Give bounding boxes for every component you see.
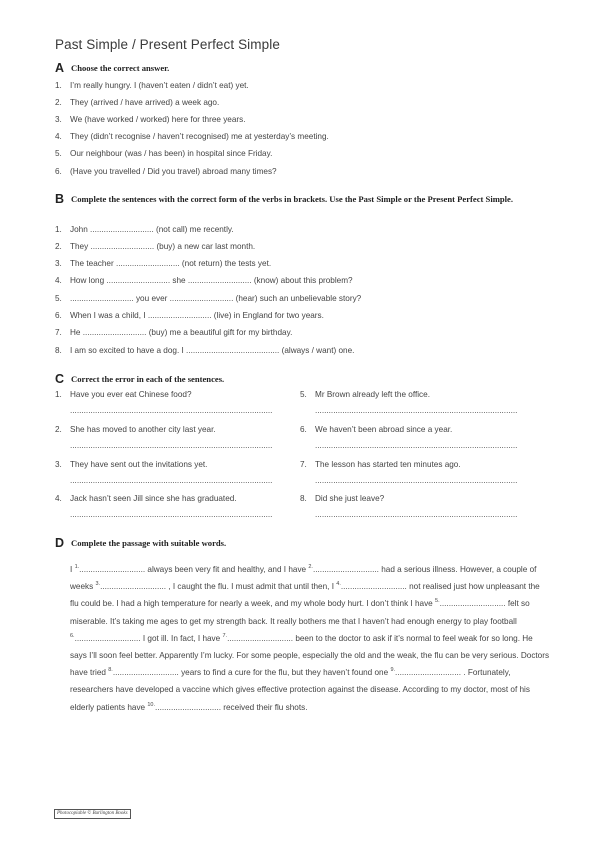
- item-number: 2.: [55, 425, 62, 434]
- item-text: How long ............................ she ............................ (know) about this problem?: [70, 276, 353, 285]
- footer-copyright: Photocopiable © Burlington Books: [54, 809, 131, 819]
- gap-number: 3.: [95, 581, 101, 588]
- item-text: He ............................ (buy) me a beautiful gift for my birthday.: [70, 328, 293, 337]
- item-text: John ............................ (not call) me recently.: [70, 225, 234, 234]
- item-number: 3.: [55, 259, 62, 268]
- item-text: Mr Brown already left the office.: [315, 390, 430, 399]
- item-number: 6.: [300, 425, 307, 434]
- item-text: They have sent out the invitations yet.: [70, 460, 208, 469]
- exercise-item: [55, 259, 271, 268]
- gap-blank: .............................: [155, 702, 221, 712]
- item-number: 1.: [55, 225, 62, 234]
- item-number: 6.: [55, 311, 62, 320]
- section-letter: D: [55, 536, 65, 550]
- item-text: I’m really hungry. I (haven’t eaten / didn’t eat) yet.: [70, 81, 249, 90]
- gap-blank: .............................: [74, 633, 141, 643]
- item-number: 5.: [300, 390, 307, 399]
- passage-segment: I got ill. In fact, I have: [140, 633, 223, 643]
- gap-blank: .............................: [100, 582, 167, 592]
- gap-number: 4.: [336, 581, 341, 588]
- page-title: Past Simple / Present Perfect Simple: [55, 37, 280, 52]
- answer-line: .........................................................................................: [70, 441, 273, 450]
- section-letter: B: [55, 192, 65, 206]
- section-d-header: [55, 537, 571, 549]
- gap-blank: .............................: [395, 668, 462, 678]
- passage-text: [70, 561, 550, 716]
- section-b-header: [55, 193, 571, 205]
- passage-segment: , I caught the flu. I must admit that until then, I: [166, 582, 337, 592]
- item-text: They (arrived / have arrived) a week ago.: [70, 98, 220, 107]
- gap-blank: .............................: [227, 633, 294, 643]
- answer-line: .........................................................................................: [315, 510, 518, 519]
- passage-segment: felt so miserable. It’s taking me ages to get my strength back. It really bothers me that I haven’t had enough energy to play football: [70, 599, 530, 626]
- item-text: (Have you travelled / Did you travel) abroad many times?: [70, 167, 277, 176]
- correction-item: [300, 425, 517, 450]
- section-instruction: Correct the error in each of the sentences.: [71, 374, 225, 384]
- item-text: The lesson has started ten minutes ago.: [315, 460, 461, 469]
- item-number: 8.: [55, 346, 62, 355]
- section-c-header: [55, 373, 571, 385]
- item-number: 7.: [55, 328, 62, 337]
- gap-number: 2.: [308, 564, 313, 570]
- gap-blank: .............................: [79, 565, 146, 574]
- section-letter: C: [55, 372, 65, 386]
- gap-number: 7.: [222, 632, 228, 639]
- section-a-header: [55, 62, 571, 74]
- item-number: 3.: [55, 460, 62, 469]
- exercise-item: [55, 225, 234, 234]
- item-number: 4.: [55, 276, 62, 285]
- section-instruction: Complete the passage with suitable words.: [71, 538, 227, 548]
- passage-segment: been to the doctor to ask if it’s normal to feel weak for so long. He says I’ll soon feel better. Apparently I’m lucky. For some people, especially the old and the weak, the flu can be very serious. Doctors have tried: [70, 633, 550, 678]
- item-number: 5.: [55, 149, 62, 158]
- correction-item: [300, 390, 517, 415]
- item-text: Did she just leave?: [315, 494, 385, 503]
- passage-segment: . Fortunately, researchers have developed a vaccine which gives effective protection against the disease. According to my doctor, most of his elderly patients have: [70, 668, 530, 712]
- item-number: 4.: [55, 494, 62, 503]
- answer-line: .........................................................................................: [315, 406, 518, 415]
- exercise-item: [55, 167, 277, 176]
- item-text: We haven’t been abroad since a year.: [315, 425, 453, 434]
- item-text: I am so excited to have a dog. I ......................................... (always / want) one.: [70, 346, 355, 355]
- correction-item: [300, 494, 517, 519]
- gap-number: 5.: [435, 598, 440, 605]
- correction-item: [55, 460, 272, 485]
- gap-number: 10.: [147, 701, 156, 708]
- item-text: She has moved to another city last year.: [70, 425, 216, 434]
- gap-blank: .............................: [439, 599, 506, 609]
- exercise-item: [55, 328, 292, 337]
- item-number: 2.: [55, 242, 62, 251]
- passage-segment: always been very fit and healthy, and I have: [145, 565, 309, 574]
- section-letter: A: [55, 61, 65, 75]
- answer-line: .........................................................................................: [70, 406, 273, 415]
- exercise-item: [55, 242, 255, 251]
- exercise-item: [55, 98, 219, 107]
- gap-number: 6.: [70, 632, 75, 639]
- item-text: Have you ever eat Chinese food?: [70, 390, 192, 399]
- item-text: They (didn’t recognise / haven’t recognised) me at yesterday’s meeting.: [70, 132, 329, 141]
- gap-blank: .............................: [112, 668, 179, 678]
- item-number: 1.: [55, 81, 62, 90]
- item-number: 6.: [55, 167, 62, 176]
- correction-item: [300, 460, 517, 485]
- item-number: 8.: [300, 494, 307, 503]
- item-text: The teacher ............................ (not return) the tests yet.: [70, 259, 272, 268]
- gap-blank: .............................: [340, 582, 407, 592]
- passage-segment: I: [70, 565, 75, 574]
- section-instruction: Choose the correct answer.: [71, 63, 170, 73]
- gap-blank: .............................: [312, 565, 379, 574]
- exercise-item: [55, 115, 246, 124]
- item-text: We (have worked / worked) here for three years.: [70, 115, 246, 124]
- item-number: 4.: [55, 132, 62, 141]
- exercise-item: [55, 346, 354, 355]
- answer-line: .........................................................................................: [315, 441, 518, 450]
- correction-item: [55, 425, 272, 450]
- answer-line: .........................................................................................: [70, 476, 273, 485]
- item-number: 5.: [55, 294, 62, 303]
- exercise-item: [55, 276, 353, 285]
- item-number: 1.: [55, 390, 62, 399]
- answer-line: .........................................................................................: [70, 510, 273, 519]
- gap-number: 1.: [74, 564, 80, 570]
- exercise-item: [55, 81, 249, 90]
- exercise-item: [55, 311, 324, 320]
- item-number: 7.: [300, 460, 307, 469]
- exercise-item: [55, 149, 272, 158]
- item-text: When I was a child, I ............................ (live) in England for two years.: [70, 311, 324, 320]
- item-number: 2.: [55, 98, 62, 107]
- exercise-item: [55, 132, 329, 141]
- section-instruction: Complete the sentences with the correct form of the verbs in brackets. Use the Past Simple or the Present Perfect Simple.: [71, 194, 513, 204]
- item-text: Jack hasn’t seen Jill since she has graduated.: [70, 494, 237, 503]
- item-text: Our neighbour (was / has been) in hospital since Friday.: [70, 149, 273, 158]
- exercise-item: [55, 294, 361, 303]
- answer-line: .........................................................................................: [315, 476, 518, 485]
- item-text: They ............................ (buy) a new car last month.: [70, 242, 256, 251]
- passage-segment: years to find a cure for the flu, but they haven’t found one: [178, 668, 391, 678]
- passage-segment: not realised just how unpleasant the flu could be. I had a high temperature for nearly a week, and my whole body hurt. I don’t think I have: [70, 582, 540, 609]
- item-text: ............................ you ever ............................ (hear) such an unbelievable story?: [70, 294, 362, 303]
- passage-segment: received their flu shots.: [221, 702, 308, 712]
- correction-item: [55, 494, 272, 519]
- item-number: 3.: [55, 115, 62, 124]
- passage-segment: had a serious illness. However, a couple of weeks: [70, 565, 537, 592]
- gap-number: 9.: [390, 667, 396, 674]
- correction-item: [55, 390, 272, 415]
- gap-number: 8.: [108, 667, 113, 674]
